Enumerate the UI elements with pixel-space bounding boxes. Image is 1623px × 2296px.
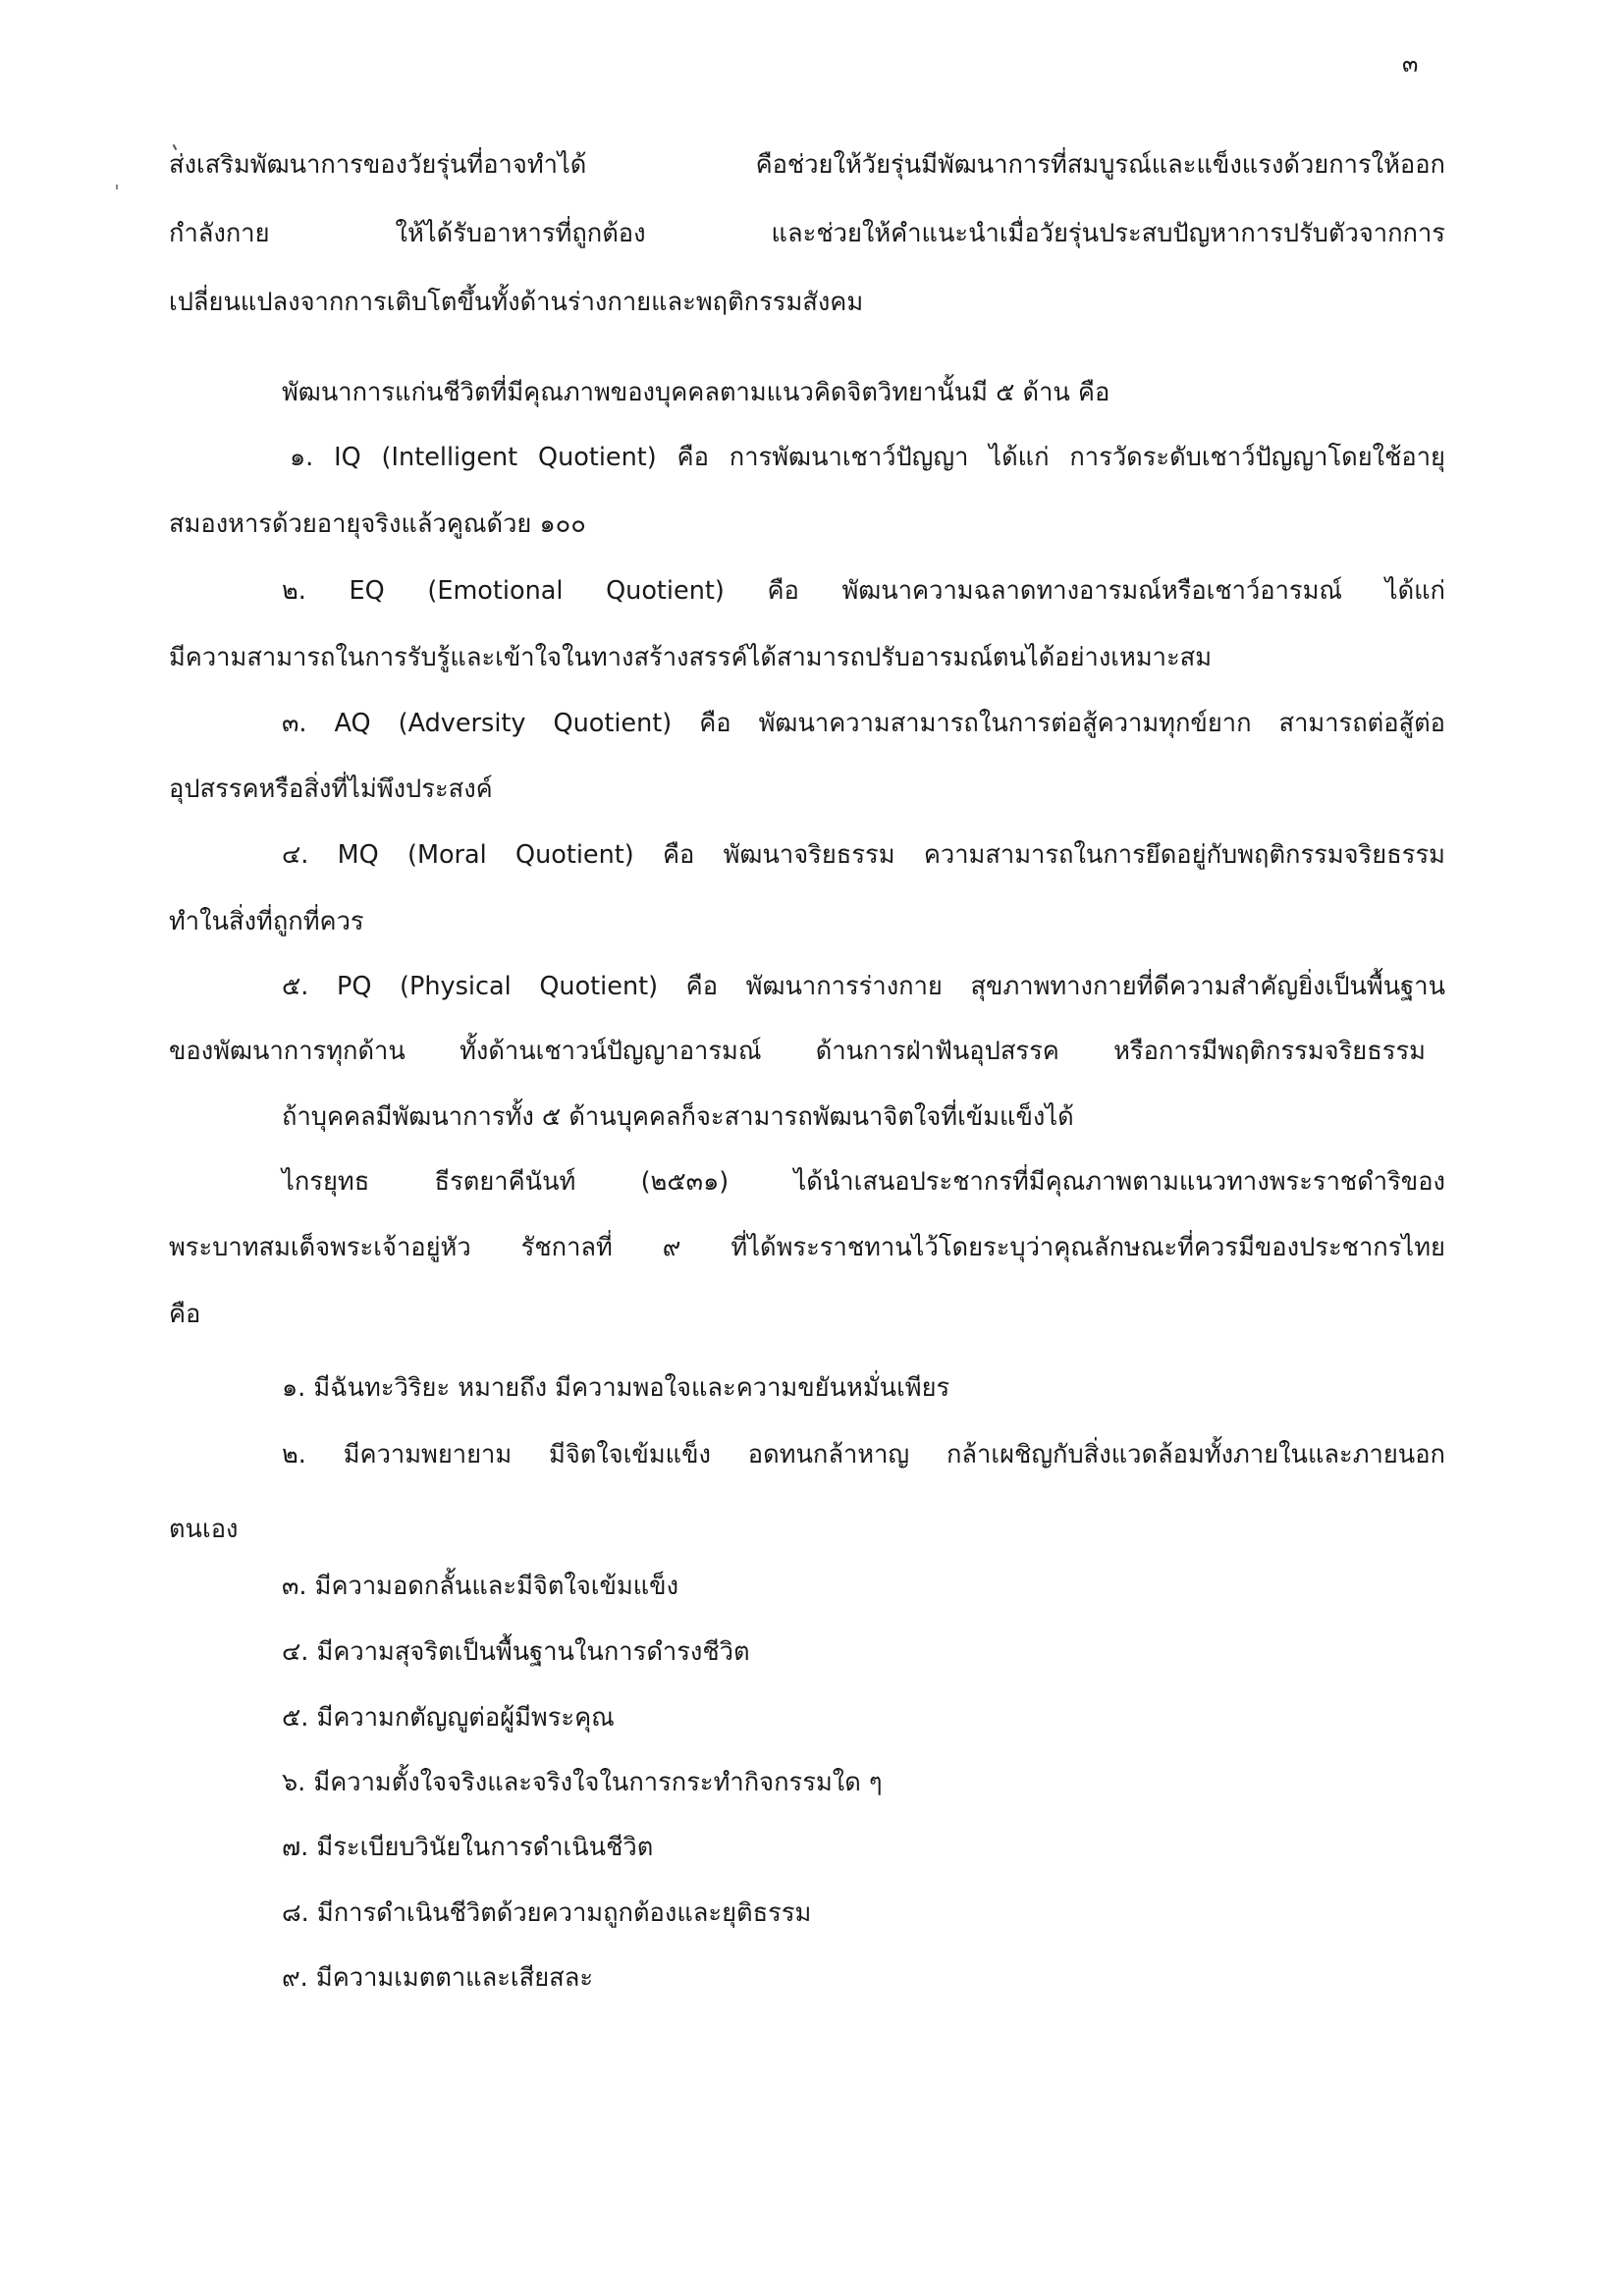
intro-line-1: ส่งเสริมพัฒนาการของวัยรุ่นที่อาจทำได้ คือช่วยให้วัยรุ่นมีพัฒนาการที่สมบูรณ์และแข็งแรงด้วยการให้ออก [169, 150, 1445, 180]
quotient-iq-line-2: สมองหารด้วยอายุจริงแล้วคูณด้วย ๑๐๐ [169, 509, 586, 539]
intro-line-3: เปลี่ยนแปลงจากการเติบโตขึ้นทั้งด้านร่างกายและพฤติกรรมสังคม [169, 288, 864, 317]
quotients-conclusion: ถ้าบุคคลมีพัฒนาการทั้ง ๕ ด้านบุคคลก็จะสามารถพัฒนาจิตใจที่เข้มแข็งได้ [282, 1102, 1074, 1132]
quotient-aq-line-2: อุปสรรคหรือสิ่งที่ไม่พึงประสงค์ [169, 774, 493, 804]
quotient-pq-line-1: ๕. PQ (Physical Quotient) คือ พัฒนาการร่างกาย สุขภาพทางกายที่ดีความสำคัญยิ่งเป็นพื้นฐาน [282, 972, 1445, 1001]
royal-item-7: ๗. มีระเบียบวินัยในการดำเนินชีวิต [282, 1833, 654, 1862]
quotient-pq-line-2: ของพัฒนาการทุกด้าน ทั้งด้านเชาวน์ปัญญาอารมณ์ ด้านการฝ่าฟันอุปสรรค หรือการมีพฤติกรรมจริยธรรม [169, 1037, 1426, 1066]
royal-item-4: ๔. มีความสุจริตเป็นพื้นฐานในการดำรงชีวิต [282, 1637, 750, 1667]
quotient-mq-line-2: ทำในสิ่งที่ถูกที่ควร [169, 907, 364, 936]
royal-item-2-continued: ตนเอง [169, 1515, 239, 1544]
royal-item-6: ๖. มีความตั้งใจจริงและจริงใจในการกระทำกิจกรรมใด ๆ [282, 1768, 883, 1797]
royal-intro-line-1: ไกรยุทธ ธีรตยาคีนันท์ (๒๕๓๑) ได้นำเสนอประชากรที่มีคุณภาพตามแนวทางพระราชดำริของ [282, 1167, 1445, 1197]
scan-artifact-mark [116, 185, 118, 189]
quotient-iq-line-1: ๑. IQ (Intelligent Quotient) คือ การพัฒนาเชาว์ปัญญา ได้แก่ การวัดระดับเชาว์ปัญญาโดยใช้อายุ [290, 443, 1445, 472]
royal-intro-line-3: คือ [169, 1300, 201, 1329]
quotient-mq-line-1: ๔. MQ (Moral Quotient) คือ พัฒนาจริยธรรม ความสามารถในการยึดอยู่กับพฤติกรรมจริยธรรม [282, 840, 1445, 870]
quotient-eq-line-1: ๒. EQ (Emotional Quotient) คือ พัฒนาความฉลาดทางอารมณ์หรือเชาว์อารมณ์ ได้แก่ [282, 576, 1445, 606]
page-number: ๓ [1402, 50, 1419, 78]
intro-line-2: กำลังกาย ให้ได้รับอาหารที่ถูกต้อง และช่วยให้คำแนะนำเมื่อวัยรุ่นประสบปัญหาการปรับตัวจากการ [169, 219, 1445, 248]
royal-item-2: ๒. มีความพยายาม มีจิตใจเข้มแข็ง อดทนกล้าหาญ กล้าเผชิญกับสิ่งแวดล้อมทั้งภายในและภายนอก [282, 1440, 1445, 1469]
royal-item-3: ๓. มีความอดกลั้นและมีจิตใจเข้มแข็ง [282, 1572, 679, 1601]
royal-item-5: ๕. มีความกตัญญูต่อผู้มีพระคุณ [282, 1703, 615, 1733]
quotient-eq-line-2: มีความสามารถในการรับรู้และเข้าใจในทางสร้างสรรค์ได้สามารถปรับอารมณ์ตนได้อย่างเหมาะสม [169, 643, 1213, 672]
quotients-lead: พัฒนาการแก่นชีวิตที่มีคุณภาพของบุคคลตามแนวคิดจิตวิทยานั้นมี ๕ ด้าน คือ [282, 378, 1110, 407]
quotient-aq-line-1: ๓. AQ (Adversity Quotient) คือ พัฒนาความสามารถในการต่อสู้ความทุกข์ยาก สามารถต่อสู้ต่อ [282, 709, 1445, 738]
royal-item-1: ๑. มีฉันทะวิริยะ หมายถึง มีความพอใจและความขยันหมั่นเพียร [282, 1373, 950, 1403]
royal-intro-line-2: พระบาทสมเด็จพระเจ้าอยู่หัว รัชกาลที่ ๙ ที่ได้พระราชทานไว้โดยระบุว่าคุณลักษณะที่ควรมีของประชากรไทย [169, 1233, 1445, 1262]
royal-item-8: ๘. มีการดำเนินชีวิตด้วยความถูกต้องและยุติธรรม [282, 1898, 812, 1928]
royal-item-9: ๙. มีความเมตตาและเสียสละ [282, 1963, 594, 1993]
